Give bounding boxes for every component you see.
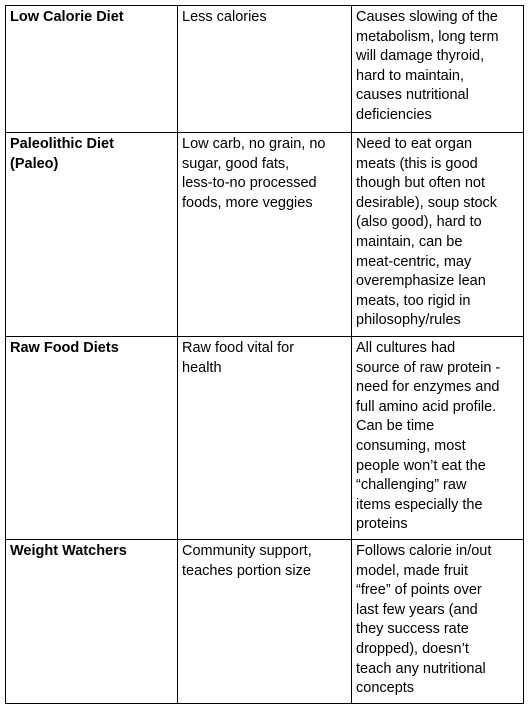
diet-description-cell: Low carb, no grain, no sugar, good fats, less-to-no processed foods, more veggies <box>178 133 352 337</box>
diet-name-cell: Raw Food Diets <box>6 337 178 540</box>
table-row-low-calorie <box>6 6 524 133</box>
diet-name-cell: Weight Watchers <box>6 539 178 703</box>
diet-drawbacks-cell: All cultures had source of raw protein - need for enzymes and full amino acid profile. Can be time consuming, most people won’t eat the “challenging” raw items especially the proteins <box>352 337 524 540</box>
diet-drawbacks-cell: Need to eat organ meats (this is good though but often not desirable), soup stock (also good), hard to maintain, can be meat-centric, may overemphasize lean meats, too rigid in philosophy/rules <box>352 133 524 337</box>
document-page <box>5 5 527 704</box>
diet-name-cell: Paleolithic Diet (Paleo) <box>6 133 178 337</box>
diet-description-cell: Raw food vital for health <box>178 337 352 540</box>
diet-description-cell: Community support, teaches portion size <box>178 539 352 703</box>
diet-drawbacks-cell: Causes slowing of the metabolism, long term will damage thyroid, hard to maintain, causes nutritional deficiencies <box>352 6 524 133</box>
table-row-weight-watchers <box>6 539 524 703</box>
diet-drawbacks-cell: Follows calorie in/out model, made fruit “free” of points over last few years (and they success rate dropped), doesn’t teach any nutritional concepts <box>352 539 524 703</box>
table-row-raw-food <box>6 337 524 540</box>
diet-comparison-table <box>5 5 524 704</box>
table-row-paleo <box>6 133 524 337</box>
diet-description-cell: Less calories <box>178 6 352 133</box>
diet-name-cell: Low Calorie Diet <box>6 6 178 133</box>
